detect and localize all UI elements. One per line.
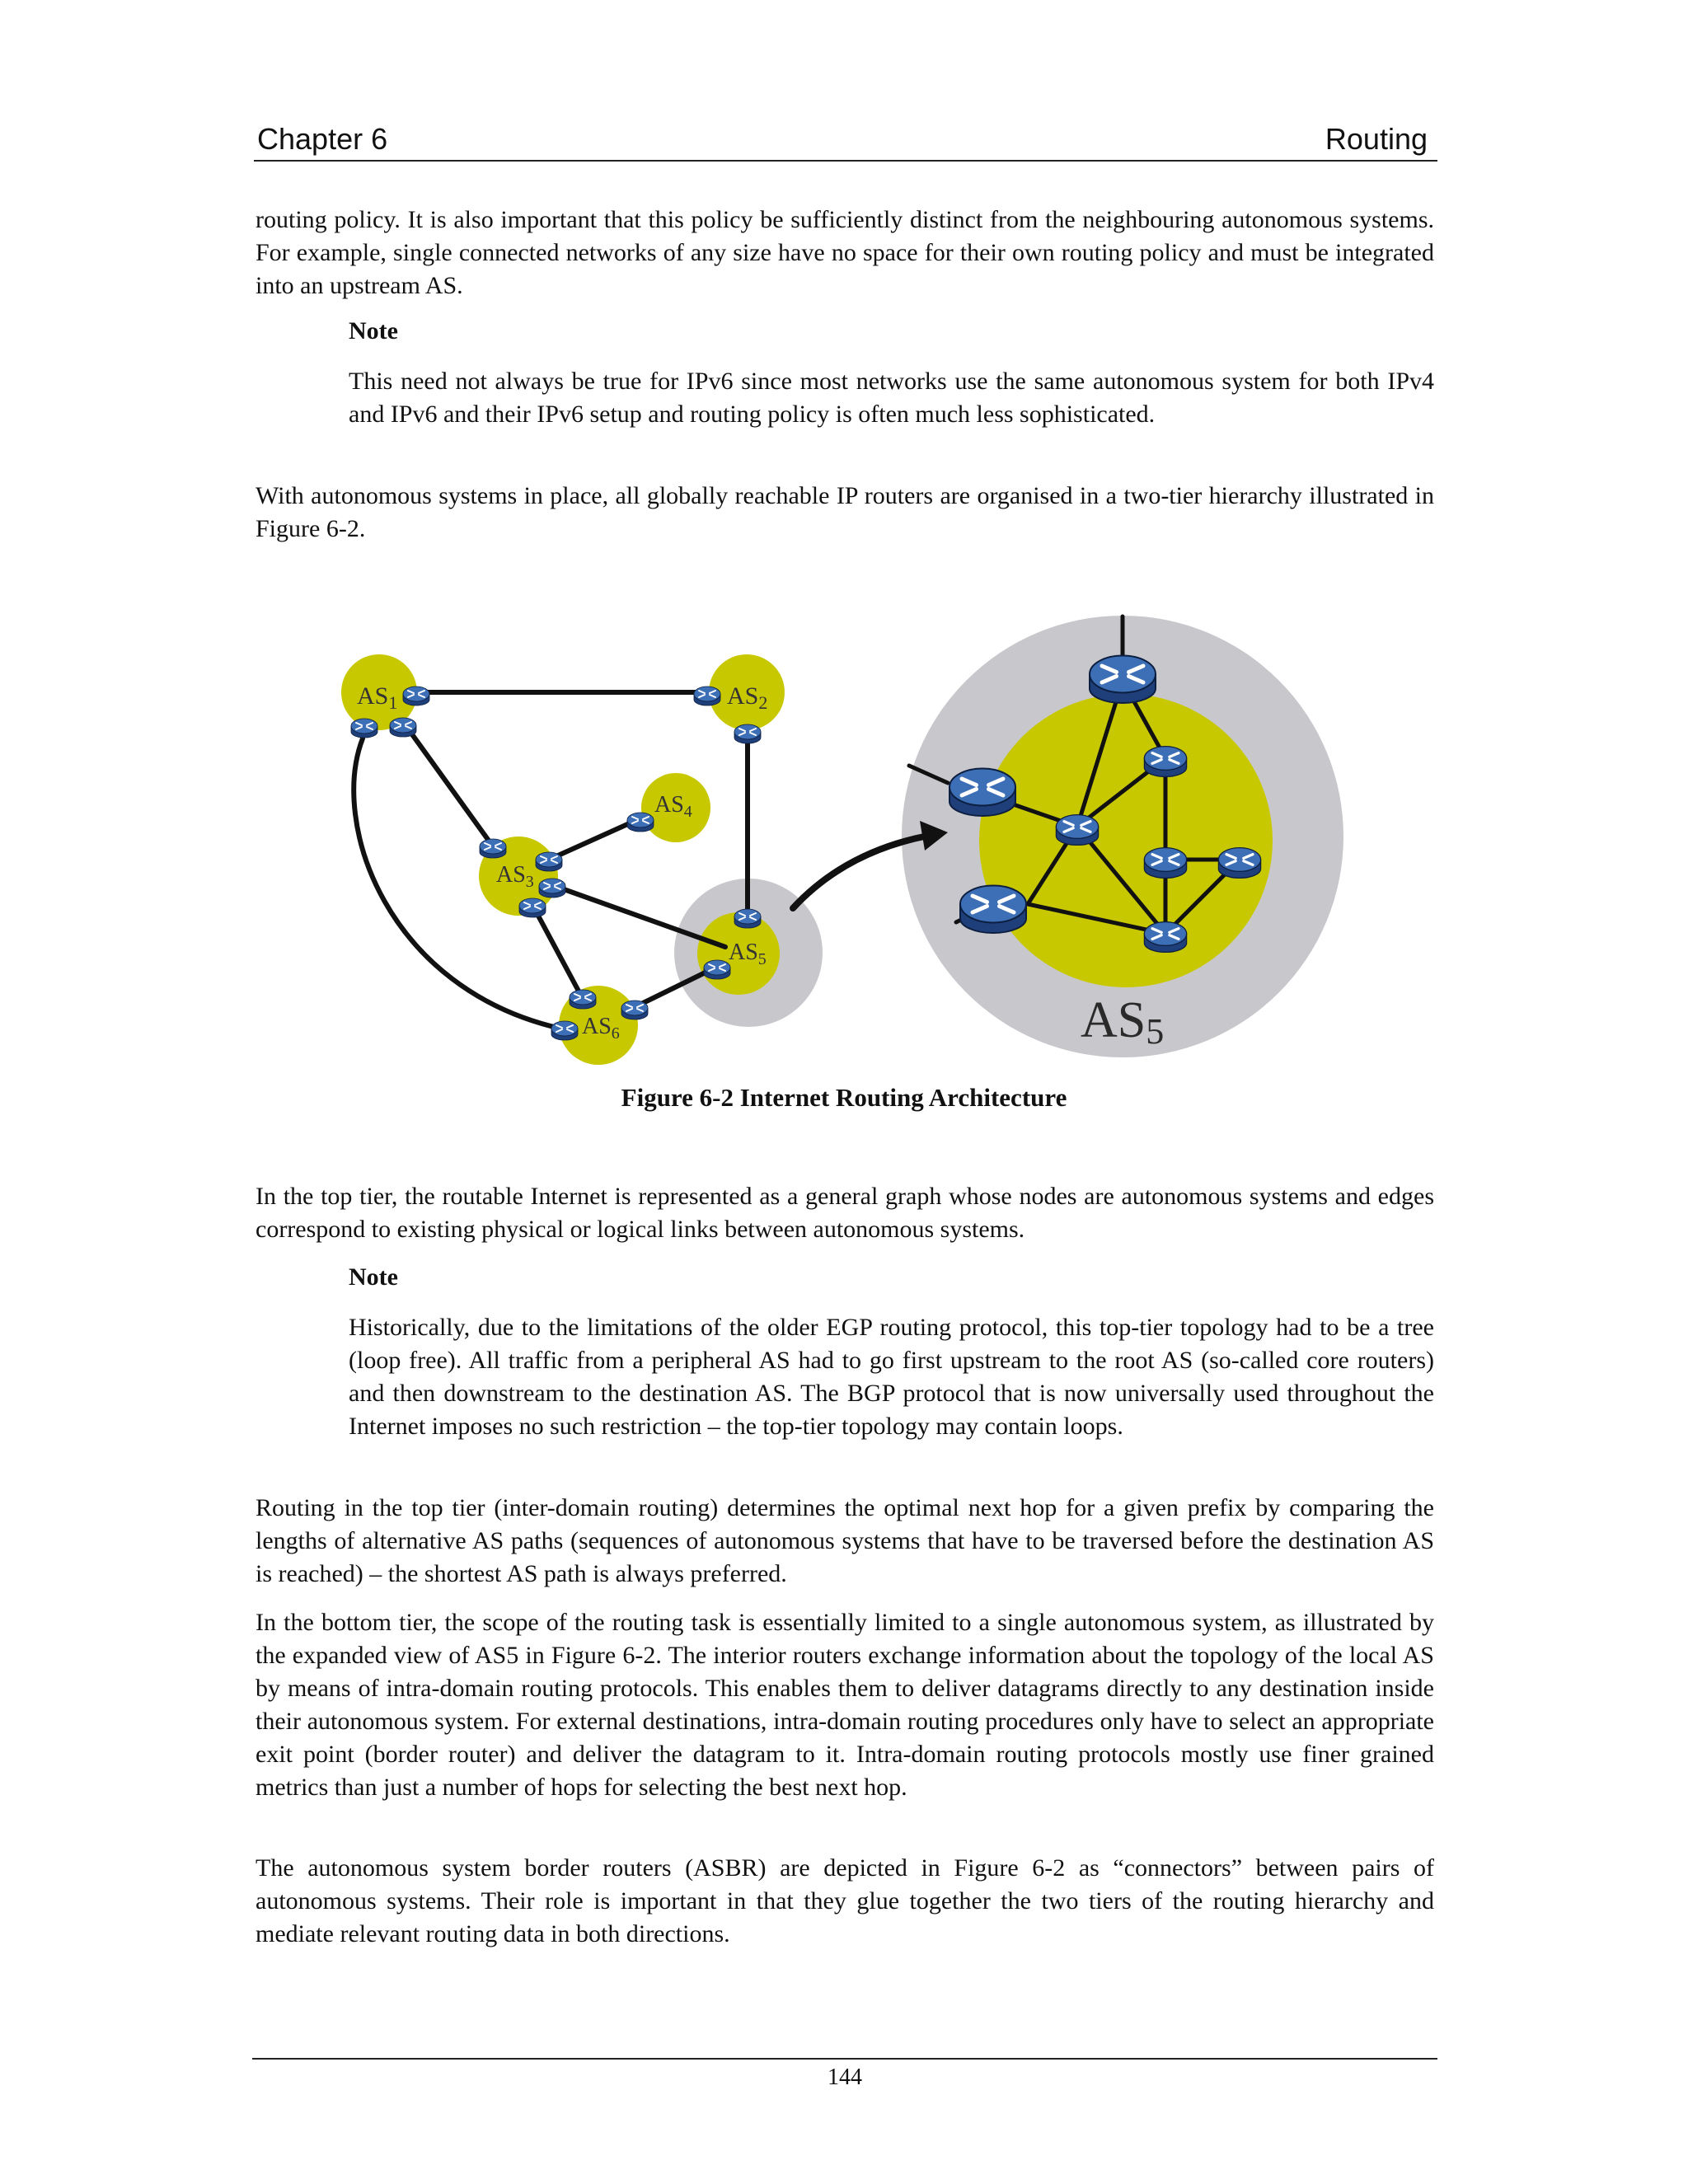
router-top xyxy=(960,886,1026,923)
router-icon xyxy=(960,886,1026,934)
paragraph-3: In the top tier, the routable Internet is represented as a general graph whose nodes are autonomous systems and edges correspond to existing physical or logical links between autonomous systems. xyxy=(256,1183,1434,1243)
router-icon xyxy=(519,898,546,917)
router-top xyxy=(621,1001,648,1015)
as3-label: $AS_3$ xyxy=(496,862,534,891)
router-icon xyxy=(570,990,596,1009)
router-top xyxy=(1144,747,1186,771)
router-icon xyxy=(351,719,377,738)
as5-expanded-label: AS5 xyxy=(1081,992,1165,1052)
router-top xyxy=(551,1021,578,1036)
router-top xyxy=(390,718,416,733)
link-as1-as3 xyxy=(406,725,493,846)
router-top xyxy=(704,960,730,975)
note-title-1: Note xyxy=(349,317,398,344)
page-footer xyxy=(252,2058,1437,2091)
router-icon xyxy=(403,687,429,705)
router-top xyxy=(1144,922,1186,946)
router-icon xyxy=(627,813,654,832)
router-icon xyxy=(621,1001,648,1019)
router-top xyxy=(734,724,761,739)
note-body-1: This need not always be true for IPv6 since most networks use the same autonomous system for both IPv4 and IPv6 and their IPv6 setup and routing policy is often much less sophisticated. xyxy=(349,368,1434,428)
router-icon xyxy=(480,839,506,858)
router-top xyxy=(1090,656,1156,693)
link-as3-as6 xyxy=(532,905,582,997)
router-top xyxy=(694,687,720,701)
router-top xyxy=(539,879,565,893)
router-icon xyxy=(1218,848,1260,879)
router-icon xyxy=(1144,747,1186,777)
as4-label: $AS_4$ xyxy=(654,792,692,821)
paragraph-1: routing policy. It is also important that this policy be sufficiently distinct from the neighbouring autonomous systems. For example, single connected networks of any size have no space for their own routing policy and must be integrated into an upstream AS. xyxy=(256,206,1434,299)
router-icon xyxy=(539,879,565,898)
paragraph-5: In the bottom tier, the scope of the routing task is essentially limited to a single autonomous system, as illustrated by the expanded view of AS5 in Figure 6-2. The interior routers exchange information about the topology of the local AS by means of intra-domain routing protocols. This enables them to deliver datagrams directly to any destination inside their autonomous system. For external destinations, intra-domain routing procedures only have to select an appropriate exit point (border router) and deliver the datagram to it. Intra-domain routing protocols mostly use finer grained metrics than just a number of hops for selecting the best next hop. xyxy=(256,1609,1434,1801)
router-top xyxy=(570,990,596,1005)
router-top xyxy=(734,909,761,924)
router-icon xyxy=(734,724,761,743)
router-top xyxy=(1056,815,1098,839)
figure-caption: Figure 6-2 Internet Routing Architecture xyxy=(621,1083,1067,1112)
note-title-2: Note xyxy=(349,1263,398,1291)
router-top xyxy=(536,852,562,867)
as6-label: $AS_6$ xyxy=(582,1014,620,1043)
router-icon xyxy=(1056,815,1098,846)
router-top xyxy=(403,687,429,701)
router-icon xyxy=(390,718,416,737)
note-body-2: Historically, due to the limitations of the older EGP routing protocol, this top-tier topology had to be a tree (loop free). All traffic from a peripheral AS had to go first upstream to the root AS (so-called core routers) and then downstream to the destination AS. The BGP protocol that is now universally used throughout the Internet imposes no such restriction – the top-tier topology may contain loops. xyxy=(349,1314,1434,1440)
router-icon xyxy=(1144,922,1186,953)
paragraph-4: Routing in the top tier (inter-domain routing) determines the optimal next hop for a given prefix by comparing the lengths of alternative AS paths (sequences of autonomous systems that have to be traversed before the destination AS is reached) – the shortest AS path is always preferred. xyxy=(256,1494,1434,1587)
router-top xyxy=(1218,848,1260,872)
router-top xyxy=(950,769,1015,806)
router-top xyxy=(1144,848,1186,872)
router-icon xyxy=(551,1021,578,1040)
router-top xyxy=(351,719,377,733)
router-icon xyxy=(536,852,562,871)
router-icon xyxy=(734,909,761,928)
page-number: 144 xyxy=(828,2064,862,2090)
router-top xyxy=(519,898,546,913)
as1-label: $AS_1$ xyxy=(357,682,398,713)
paragraph-2: With autonomous systems in place, all globally reachable IP routers are organised in a two-tier hierarchy illustrated in Figure 6-2. xyxy=(256,482,1434,542)
as2-label: $AS_2$ xyxy=(727,682,768,713)
router-top xyxy=(480,839,506,854)
router-top xyxy=(627,813,654,827)
as5-label: $AS_5$ xyxy=(729,940,767,968)
paragraph-6: The autonomous system border routers (ASBR) are depicted in Figure 6-2 as “connectors” between pairs of autonomous systems. Their role is important in that they glue together the two tiers of the routing hierarchy and mediate relevant routing data in both directions. xyxy=(256,1854,1434,1947)
section-label: Routing xyxy=(1325,122,1428,156)
router-icon xyxy=(950,769,1015,817)
router-icon xyxy=(1144,848,1186,879)
router-icon xyxy=(704,960,730,979)
chapter-label: Chapter 6 xyxy=(257,122,388,156)
routing-architecture-figure xyxy=(0,0,1688,1071)
router-icon xyxy=(694,687,720,705)
router-icon xyxy=(1090,656,1156,704)
link-as3-as4 xyxy=(549,818,640,860)
as5-expanded-cloud xyxy=(979,694,1273,987)
